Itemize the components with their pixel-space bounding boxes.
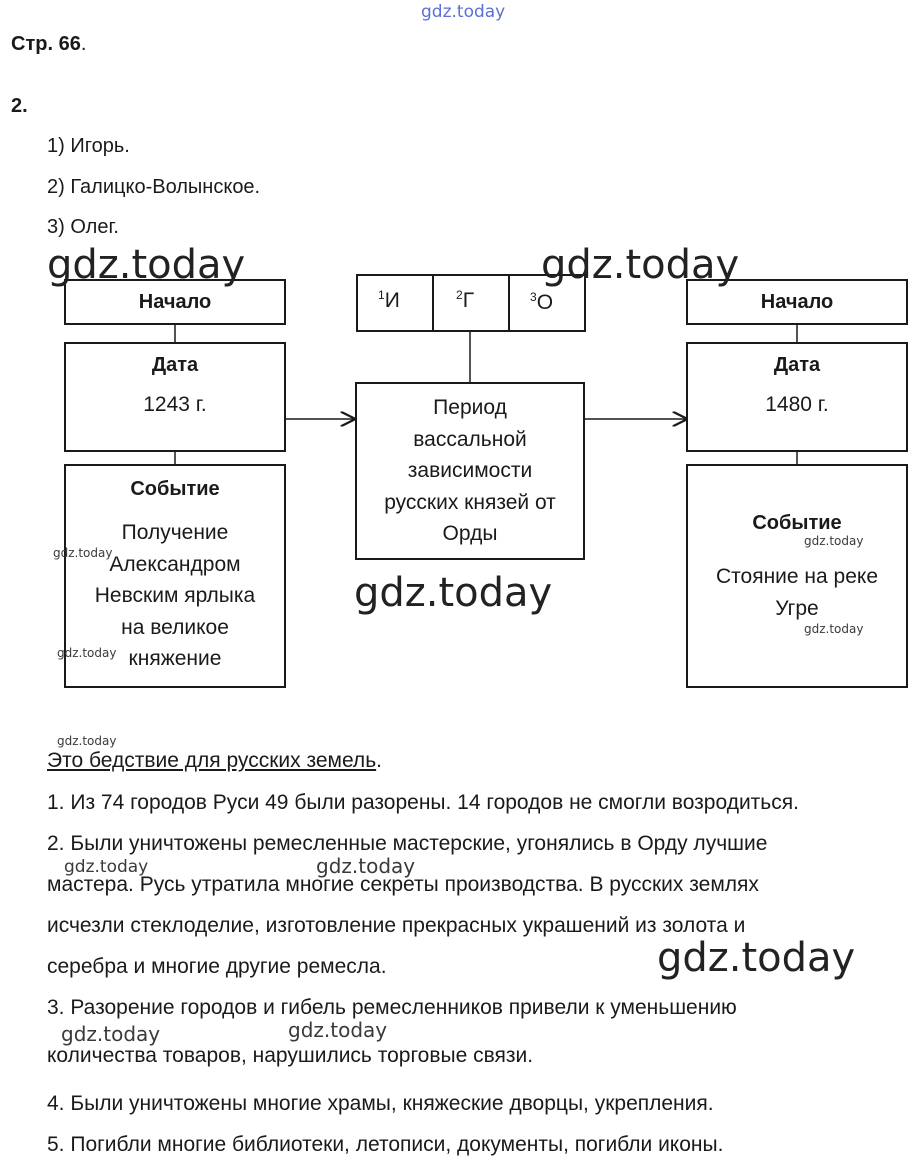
letter-cell-3: $^3$О [530,290,554,314]
watermark-medium: gdz.today [64,857,149,877]
right-event-box [686,464,908,688]
watermark-top: gdz.today [421,2,506,22]
watermark-small: gdz.today [804,622,864,636]
answer-2: 2) Галицко-Волынское. [47,176,261,198]
right-event-text [688,561,906,624]
period-line: зависимости [407,459,533,482]
right-start-label: Начало [760,291,834,313]
watermark-small: gdz.today [57,734,117,748]
watermark-large: gdz.today [657,935,856,981]
section-heading: Это бедствие для русских земель. [47,749,382,772]
paragraph-2-line: 2. Были уничтожены ремесленные мастерские, угонялись в Орду лучшие [47,832,768,855]
right-event-line: Стояние на реке [715,565,878,588]
task-number: 2. [11,95,28,117]
letters-divider [508,276,510,330]
right-event-label: Событие [752,512,842,534]
period-line: Период [433,396,507,419]
left-date-value: 1243 г. [143,393,207,416]
watermark-medium: gdz.today [61,1022,161,1046]
right-date-box [686,342,908,452]
left-start-label: Начало [138,291,212,313]
paragraph-2-line: исчезли стеклоделие, изготовление прекрасных украшений из золота и [47,914,746,937]
paragraph-4: 4. Были уничтожены многие храмы, княжеские дворцы, укрепления. [47,1092,714,1115]
paragraph-3-line: 3. Разорение городов и гибель ремесленников привели к уменьшению [47,996,737,1019]
left-event-line: Александром [109,552,241,576]
period-line: вассальной [413,427,527,451]
watermark-small: gdz.today [57,646,117,660]
page-number: Стр. 66. [11,33,87,55]
watermark-small: gdz.today [804,534,864,548]
left-event-line: Получение [121,521,229,544]
paragraph-5: 5. Погибли многие библиотеки, летописи, документы, погибли иконы. [47,1133,724,1156]
watermark-large: gdz.today [47,242,246,288]
left-event-line: княжение [128,647,222,670]
left-event-label: Событие [130,478,220,500]
answer-3: 3) Олег. [47,216,119,238]
left-event-line: Невским ярлыка [94,584,256,607]
paragraph-1: 1. Из 74 городов Руси 49 были разорены. 14 городов не смогли возродиться. [47,791,799,814]
left-date-label: Дата [151,354,199,376]
period-line: Орды [442,522,498,545]
watermark-small: gdz.today [53,546,113,560]
answer-1: 1) Игорь. [47,135,130,157]
letter-cell-1: $^1$И [378,288,400,312]
left-date-box [64,342,286,452]
letter-cell-2: $^2$Г [456,288,475,312]
period-box [355,382,585,560]
watermark-large: gdz.today [354,570,553,616]
paragraph-2-line: серебра и многие другие ремесла. [47,955,387,978]
left-event-line: на великое [121,615,229,639]
right-date-label: Дата [773,354,821,376]
letters-divider [432,276,434,330]
right-date-value: 1480 г. [765,393,829,416]
watermark-medium: gdz.today [288,1018,388,1042]
right-event-line: Угре [775,596,819,620]
paragraph-2-line: мастера. Русь утратила многие секреты производства. В русских землях [47,873,759,896]
period-line: русских князей от [384,490,556,514]
watermark-medium: gdz.today [316,854,416,878]
watermark-large: gdz.today [541,242,740,288]
paragraph-3-line: количества товаров, нарушились торговые связи. [47,1044,534,1067]
